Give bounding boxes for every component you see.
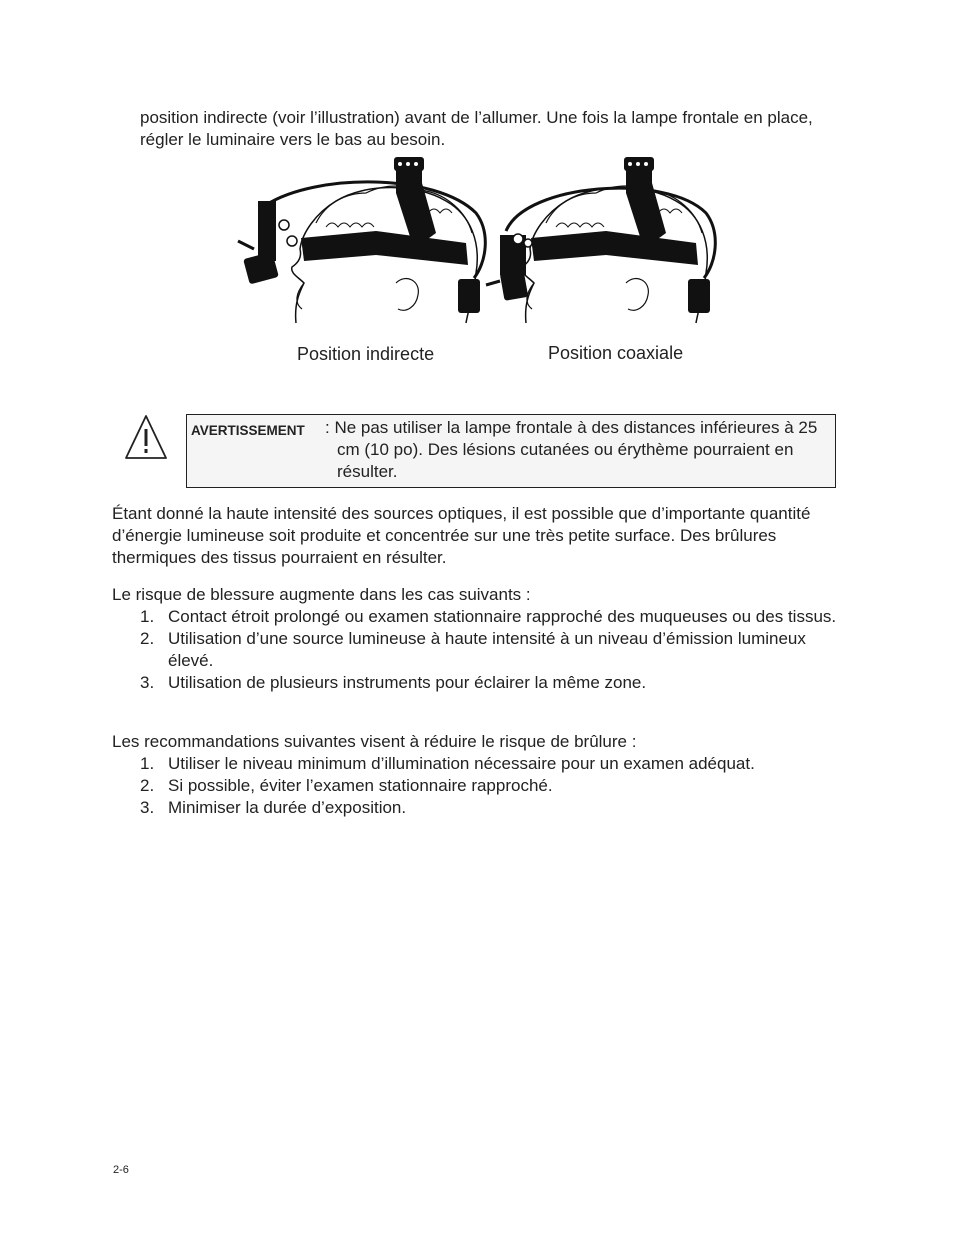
warning-box (186, 414, 836, 488)
list-text: Minimiser la durée d’exposition. (168, 798, 407, 817)
paragraph-recommendations-intro: Les recommandations suivantes visent à réduire le risque de brûlure : (112, 732, 637, 751)
list-item (140, 672, 840, 694)
head-coaxial-figure (486, 157, 715, 323)
list-item (140, 628, 840, 672)
list-number: 2. (140, 629, 155, 648)
list-item (140, 797, 840, 819)
paragraph-optical-intensity: Étant donné la haute intensité des sources optiques, il est possible que d’importante quantité d’énergie lumineuse soit produite et concentrée sur une très petite surface. Des brûlures thermiques des tissus pourraient en résulter. (112, 504, 811, 567)
warning-triangle-icon (123, 413, 169, 461)
headlamp-illustration (236, 153, 726, 328)
list-number: 3. (140, 673, 155, 692)
list-text: Si possible, éviter l’examen stationnaire rapproché. (168, 776, 553, 795)
list-number: 1. (140, 754, 155, 773)
caption-indirect: Position indirecte (297, 344, 435, 364)
list-text: Utilisation d’une source lumineuse à haute intensité à un niveau d’émission lumineux élevé. (168, 629, 806, 670)
intro-paragraph: position indirecte (voir l’illustration) avant de l’allumer. Une fois la lampe frontale en place, régler le luminaire vers le bas au besoin. (140, 108, 813, 149)
list-text: Utiliser le niveau minimum d’illumination nécessaire pour un examen adéquat. (168, 754, 755, 773)
recommendations-list (140, 753, 840, 819)
list-text: Utilisation de plusieurs instruments pour éclairer la même zone. (168, 673, 647, 692)
list-item (140, 775, 840, 797)
list-number: 2. (140, 776, 155, 795)
list-number: 3. (140, 798, 155, 817)
risk-list (140, 606, 840, 694)
warning-label: AVERTISSEMENT (191, 423, 305, 438)
page-number: 2-6 (113, 1164, 129, 1176)
caption-coaxial: Position coaxiale (548, 343, 684, 363)
head-indirect-figure (238, 157, 485, 323)
paragraph-risk-intro: Le risque de blessure augmente dans les cas suivants : (112, 585, 531, 604)
warning-text: : Ne pas utiliser la lampe frontale à des distances inférieures à 25 cm (10 po). Des lésions cutanées ou érythème pourraient en résulter. (325, 418, 818, 481)
list-item (140, 606, 840, 628)
list-number: 1. (140, 607, 155, 626)
list-text: Contact étroit prolongé ou examen stationnaire rapproché des muqueuses ou des tissus. (168, 607, 837, 626)
list-item (140, 753, 840, 775)
